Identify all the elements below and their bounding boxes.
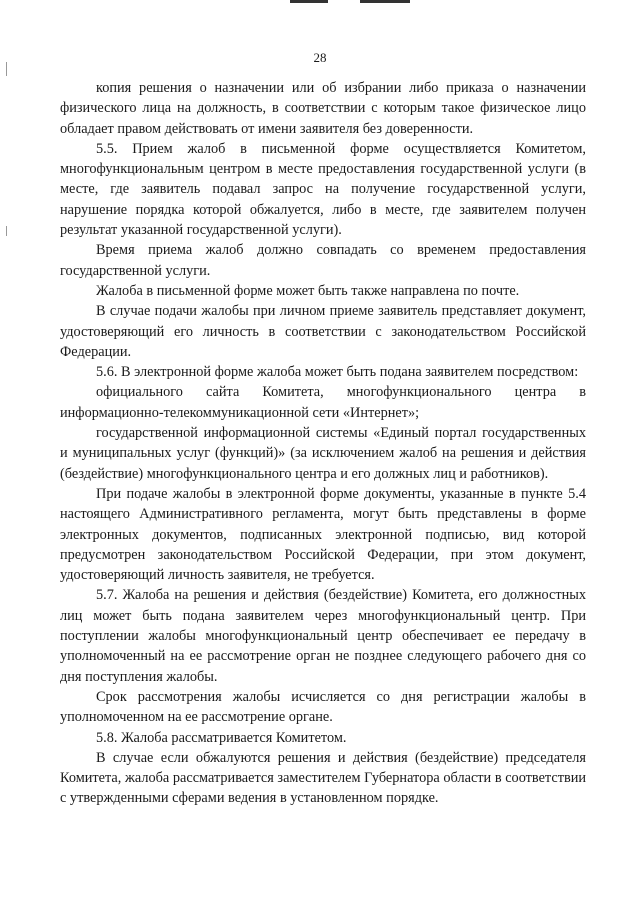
paragraph-5-6: 5.6. В электронной форме жалоба может быть подана заявителем посредством:	[96, 364, 579, 381]
paragraph-official-site: официального сайта Комитета, многофункционального центра в информационно-телекоммуникационной сети «Интернет»;	[60, 384, 586, 421]
paragraph-chairman-appeal: В случае если обжалуются решения и действия (бездействие) председателя Комитета, жалоба рассматривается заместителем Губернатора области в соответствии с утвержденными сферами ведения в установленном порядке.	[60, 749, 586, 807]
paragraph-copy-decision: копия решения о назначении или об избрании либо приказа о назначении физического лица на должность, в соответствии с которым такое физическое лицо обладает правом действовать от имени заявителя без доверенности.	[60, 80, 586, 137]
paragraph-personal-reception: В случае подачи жалобы при личном приеме заявитель представляет документ, удостоверяющий его личность в соответствии с законодательством Российской Федерации.	[60, 303, 586, 360]
paragraph-mail: Жалоба в письменной форме может быть также направлена по почте.	[96, 282, 520, 299]
paragraph-5-5: 5.5. Прием жалоб в письменной форме осуществляется Комитетом, многофункциональным центром в месте предоставления государственной услуги (в месте, где заявитель подавал запрос на получение государственной услуги, нарушение порядка которой обжалуется, либо в месте, где заявителем получен результат указанной государственной услуги).	[60, 140, 586, 239]
scan-margin-mark	[6, 226, 7, 236]
paragraph-state-portal: государственной информационной системы «Единый портал государственных и муниципальных услуг (функций)» (за исключением жалоб на решения и действия (бездействие) многофункционального центра и его должных лиц и работников).	[60, 425, 586, 482]
paragraph-5-8: 5.8. Жалоба рассматривается Комитетом.	[96, 729, 347, 746]
paragraph-reception-time: Время приема жалоб должно совпадать со временем предоставления государственной услуги.	[60, 242, 586, 279]
paragraph-electronic-docs: При подаче жалобы в электронной форме документы, указанные в пункте 5.4 настоящего Административного регламента, могут быть представлены в форме электронных документов, подписанных электронной подписью, вид которой предусмотрен законодательством Российской Федерации, при этом документ, удостоверяющий личность заявителя, не требуется.	[60, 485, 586, 584]
scan-top-marks	[290, 0, 430, 6]
paragraph-review-term: Срок рассмотрения жалобы исчисляется со дня регистрации жалобы в уполномоченном на ее рассмотрение органе.	[60, 688, 586, 726]
document-body	[60, 78, 586, 809]
paragraph-5-7: 5.7. Жалоба на решения и действия (бездействие) Комитета, его должностных лиц может быть подана заявителем через многофункциональный центр. При поступлении жалобы многофункциональный центр обеспечивает ее передачу в уполномоченный на ее рассмотрение орган не позднее следующего рабочего дня со дня поступления жалобы.	[60, 587, 586, 685]
page-number: 28	[313, 50, 327, 65]
